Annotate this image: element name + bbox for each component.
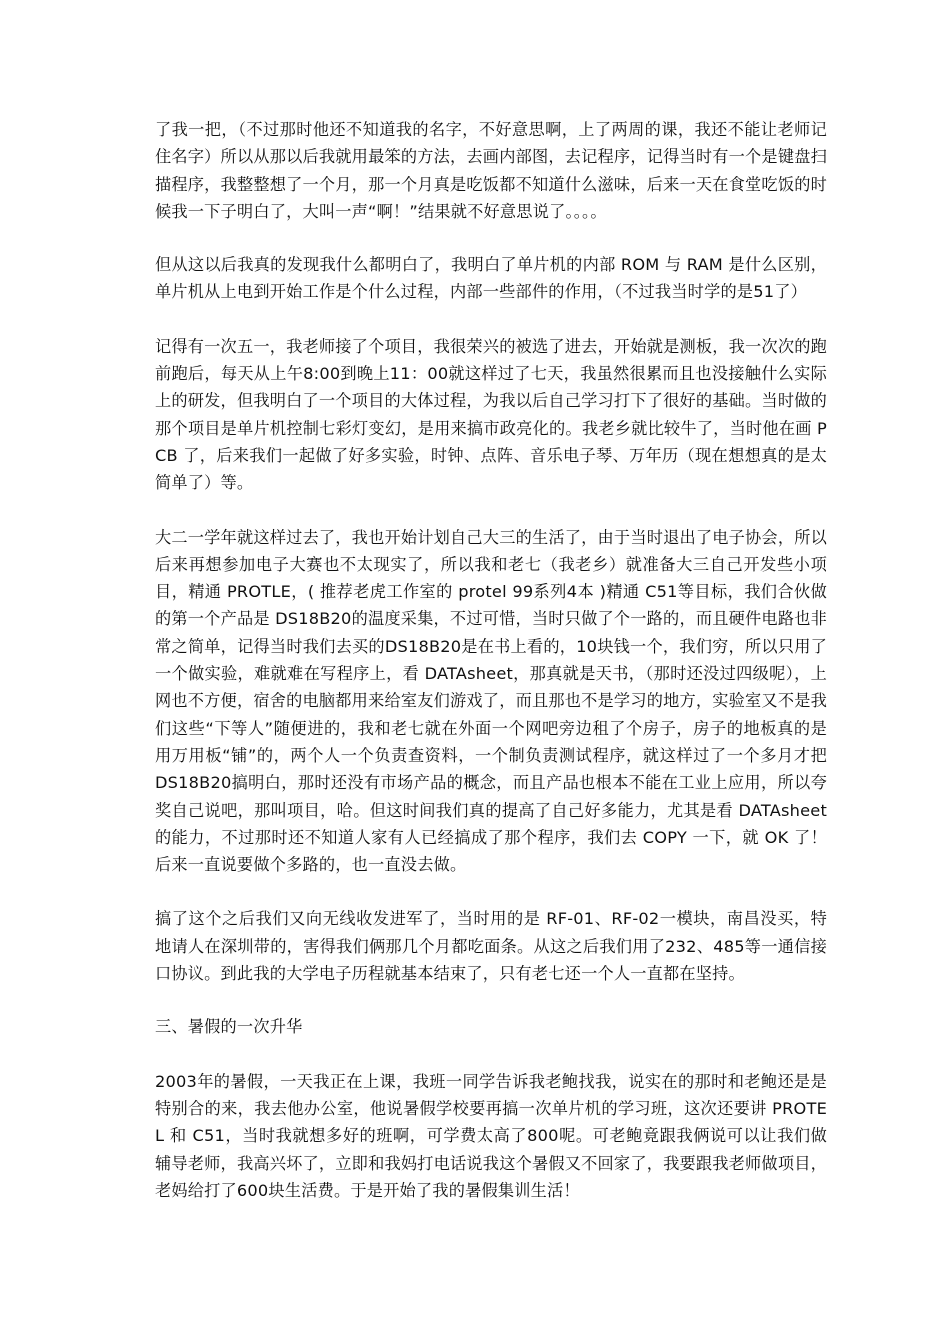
paragraph-3: 记得有一次五一，我老师接了个项目，我很荣兴的被选了进去，开始就是测板，我一次次的跑前跑后，每天从上午8:00到晚上11：00就这样过了七天，我虽然很累而且也没接触什么实际上的研发，但我明白了一个项目的大体过程，为我以后自己学习打下了很好的基础。当时做的那个项目是单片机控制七彩灯变幻，是用来搞市政亮化的。我老乡就比较牛了，当时他在画 PCB 了，后来我们一起做了好多实验，时钟、点阵、音乐电子琴、万年历（现在想想真的是太简单了）等。 bbox=[155, 336, 827, 493]
paragraph-4: 大二一学年就这样过去了，我也开始计划自己大三的生活了，由于当时退出了电子协会，所以后来再想参加电子大赛也不太现实了，所以我和老七（我老乡）就准备大三自己开发些小项目，精通 PROTLE，( 推荐老虎工作室的 protel 99系列4本 )精通 C51等目标，我们合伙做的第一个产品是 DS18B20的温度采集，不过可惜，当时只做了个一路的，而且硬件电路也非常之简单，记得当时我们去买的DS18B20是在书上看的，10块钱一个，我们穷，所以只用了一个做实验，难就难在写程序上，看 DATAsheet，那真就是天书，（那时还没过四级呢），上网也不方便，宿舍的电脑都用来给室友们游戏了，而且那也不是学习的地方，实验室又不是我们这些“下等人”随便进的，我和老七就在外面一个网吧旁边租了个房子，房子的地板真的是用万用板“铺”的，两个人一个负责查资料，一个制负责测试程序，就这样过了一个多月才把 DS18B20搞明白，那时还没有市场产品的概念，而且产品也根本不能在工业上应用，所以夸奖自己说吧，那叫项目，哈。但这时间我们真的提高了自己好多能力，尤其是看 DATAsheet 的能力，不过那时还不知道人家有人已经搞成了那个程序，我们去 COPY 一下，就 OK 了！后来一直说要做个多路的，也一直没去做。 bbox=[155, 527, 827, 875]
paragraph-6: 2003年的暑假，一天我正在上课，我班一同学告诉我老鲍找我，说实在的那时和老鲍还是是特别合的来，我去他办公室，他说暑假学校要再搞一次单片机的学习班，这次还要讲 PROTEL 和 C51，当时我就想多好的班啊，可学费太高了800呢。可老鲍竟跟我俩说可以让我们做辅导老师，我高兴坏了，立即和我妈打电话说我这个暑假又不回家了，我要跟我老师做项目，老妈给打了600块生活费。于是开始了我的暑假集训生活！ bbox=[155, 1071, 827, 1200]
section-heading: 三、暑假的一次升华 bbox=[155, 1017, 303, 1037]
document-body bbox=[155, 116, 827, 1204]
paragraph-1: 了我一把，（不过那时他还不知道我的名字，不好意思啊，上了两周的课，我还不能让老师记住名字）所以从那以后我就用最笨的方法，去画内部图，去记程序，记得当时有一个是键盘扫描程序，我整整想了一个月，那一个月真是吃饭都不知道什么滋味，后来一天在食堂吃饭的时候我一下子明白了，大叫一声“啊！”结果就不好意思说了。。。。 bbox=[155, 120, 827, 221]
paragraph-5: 搞了这个之后我们又向无线收发进军了，当时用的是 RF-01、RF-02一模块，南昌没买，特地请人在深圳带的，害得我们俩那几个月都吃面条。从这之后我们用了232、485等一通信接口协议。到此我的大学电子历程就基本结束了，只有老七还一个人一直都在坚持。 bbox=[155, 909, 827, 984]
paragraph-2: 但从这以后我真的发现我什么都明白了，我明白了单片机的内部 ROM 与 RAM 是什么区别，单片机从上电到开始工作是个什么过程，内部一些部件的作用，（不过我当时学的是51了） bbox=[155, 255, 827, 302]
